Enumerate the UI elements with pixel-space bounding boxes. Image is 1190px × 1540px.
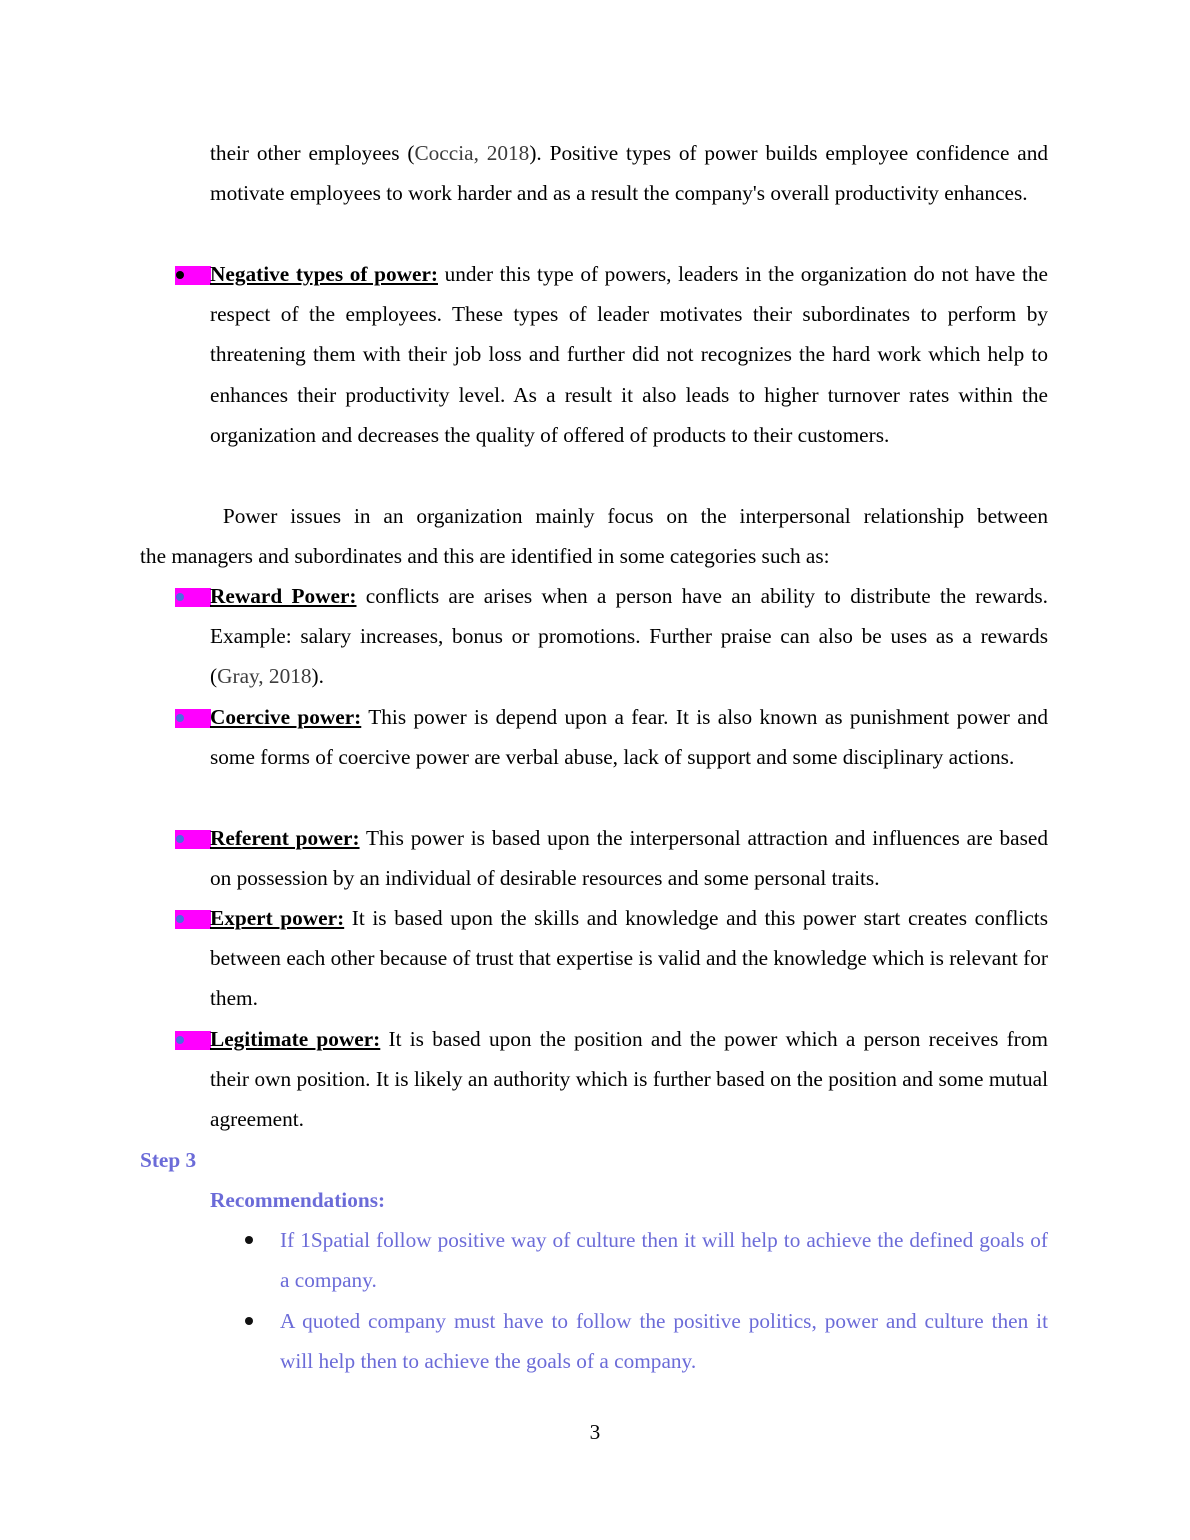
- coercive-power-term: Coercive power:: [210, 705, 362, 729]
- bullet-dot-icon: [245, 1236, 253, 1244]
- citation-gray: Gray, 2018: [217, 664, 312, 689]
- bullet-dot-icon: [176, 915, 184, 923]
- coercive-power-bullet: [175, 709, 211, 728]
- legitimate-power-paragraph: [210, 1019, 1048, 1140]
- referent-power-term: Referent power:: [210, 826, 360, 850]
- legitimate-power-term: Legitimate power:: [210, 1027, 381, 1051]
- bullet-dot-icon: [245, 1317, 253, 1325]
- expert-power-text: It is based upon the skills and knowledge and this power start creates conflicts between each other because of trust that expertise is valid and the knowledge which is relevant for them.: [210, 906, 1048, 1011]
- reward-power-paragraph: [210, 576, 1048, 697]
- recommendations-heading: Recommendations:: [210, 1188, 386, 1212]
- reward-power-text-a: conflicts are arises when a person have an ability to distribute the rewards. Example: salary increases, bonus or promotions. Further praise can also be uses as a rewards (: [210, 584, 1048, 689]
- reward-power-bullet: [175, 588, 211, 607]
- bullet-dot-icon: [176, 1036, 184, 1044]
- bullet-dot-icon: [176, 714, 184, 722]
- reward-power-term: Reward Power:: [210, 584, 357, 608]
- expert-power-term: Expert power:: [210, 906, 345, 930]
- intro-text-b: ). Positive types of power builds employee confidence and motivate employees to work harder and as a result the company's overall productivity enhances.: [210, 141, 1048, 206]
- coercive-power-paragraph: [210, 697, 1048, 777]
- power-issues-line-2: the managers and subordinates and this are identified in some categories such as:: [140, 544, 830, 568]
- referent-power-bullet: [175, 830, 211, 849]
- expert-power-bullet: [175, 910, 211, 929]
- legitimate-power-text: It is based upon the position and the power which a person receives from their own position. It is likely an authority which is further based on the position and some mutual agreement.: [210, 1027, 1048, 1132]
- intro-text-a: their other employees (: [210, 141, 415, 165]
- referent-power-paragraph: [210, 818, 1048, 898]
- legitimate-power-bullet: [175, 1031, 211, 1050]
- recommendation-item: A quoted company must have to follow the positive politics, power and culture then it will help then to achieve the goals of a company.: [280, 1309, 1048, 1374]
- citation-coccia: Coccia, 2018: [414, 141, 530, 165]
- negative-power-text: under this type of powers, leaders in the organization do not have the respect of the employees. These types of leader motivates their subordinates to perform by threatening them with their job loss and further did not recognizes the hard work which help to enhances their productivity level. As a result it also leads to higher turnover rates within the organization and decreases the quality of offered of products to their customers.: [210, 262, 1048, 447]
- bullet-dot-icon: [176, 271, 184, 279]
- expert-power-paragraph: [210, 898, 1048, 1019]
- bullet-dot-icon: [176, 835, 184, 843]
- power-issues-line-1: Power issues in an organization mainly focus on the interpersonal relationship between: [210, 504, 1048, 528]
- intro-continuation-paragraph: [210, 133, 1048, 213]
- reward-power-text-b: ).: [311, 664, 324, 689]
- negative-power-term: Negative types of power:: [210, 262, 438, 286]
- recommendation-item: If 1Spatial follow positive way of culture then it will help to achieve the defined goals of a company.: [280, 1228, 1048, 1293]
- referent-power-text: This power is based upon the interpersonal attraction and influences are based on possession by an individual of desirable resources and some personal traits.: [210, 826, 1048, 891]
- page-number: 3: [589, 1420, 601, 1444]
- coercive-power-text: This power is depend upon a fear. It is also known as punishment power and some forms of coercive power are verbal abuse, lack of support and some disciplinary actions.: [210, 705, 1049, 770]
- bullet-dot-icon: [176, 593, 184, 601]
- negative-power-bullet: [175, 266, 211, 285]
- step-heading: Step 3: [140, 1148, 197, 1172]
- negative-power-paragraph: [210, 254, 1048, 455]
